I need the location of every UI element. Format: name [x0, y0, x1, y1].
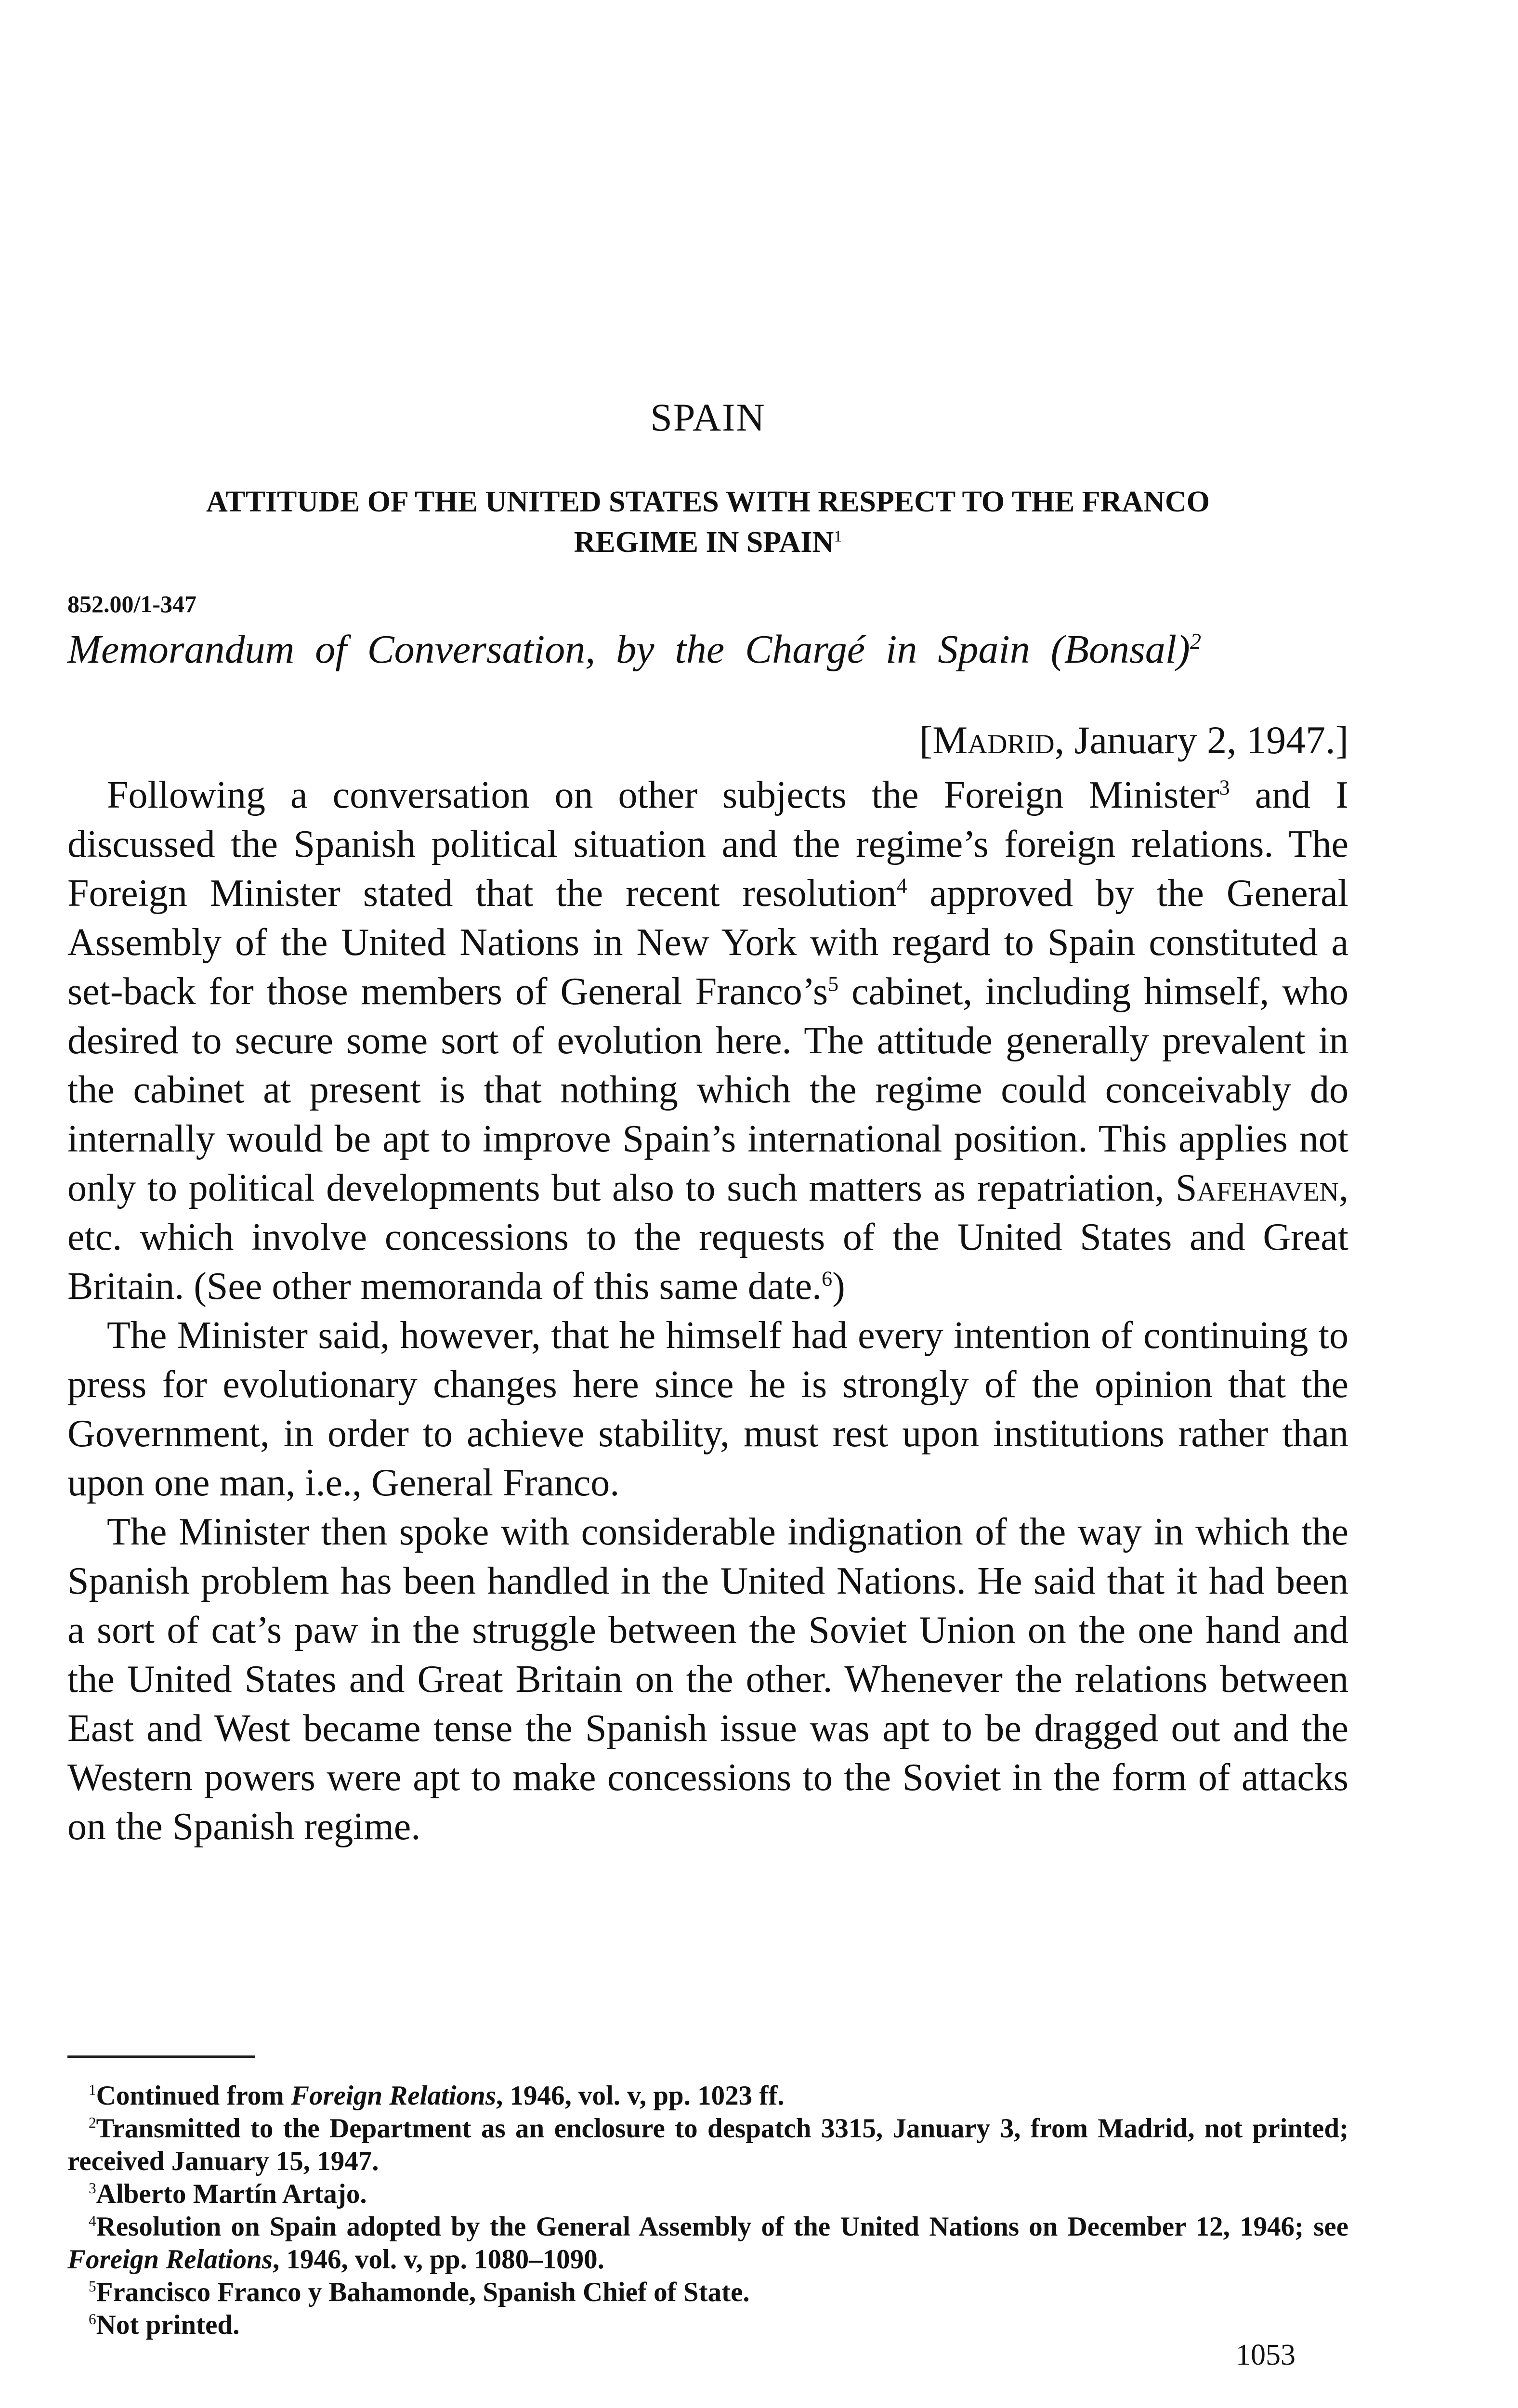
footnote-divider — [67, 2055, 255, 2058]
footnotes — [67, 2080, 1348, 2342]
section-title: SPAIN — [650, 395, 766, 439]
footnote-2-number: 2 — [89, 2114, 96, 2131]
subject-heading-line-2 — [67, 522, 1348, 563]
file-number: 852.00/1-347 — [67, 590, 197, 617]
footnote-6-number: 6 — [89, 2311, 96, 2328]
footnote-4 — [67, 2211, 1348, 2276]
footnote-ref-2: 2 — [1190, 629, 1202, 654]
paragraph-1-segment-1: Following a conversation on other subjects the Foreign Minister — [107, 774, 1219, 816]
document-title-author: (Bonsal) — [1050, 627, 1191, 672]
paragraph-1-segment-2: and I discussed the Spanish political situation and the regime’s foreign relations. The Foreign Minister stated that the recent resolution — [67, 774, 1348, 915]
footnote-ref-5: 5 — [828, 972, 839, 996]
footnote-3-number: 3 — [89, 2180, 96, 2197]
footnote-ref-6: 6 — [822, 1267, 833, 1291]
footnote-4-text-a: Resolution on Spain adopted by the General Assembly of the United Nations on December 12, 1946; see — [96, 2212, 1348, 2242]
place-date: [Madrid, January 2, 1947.] — [919, 718, 1348, 762]
footnote-ref-4: 4 — [896, 874, 907, 898]
footnote-1-number: 1 — [89, 2081, 96, 2098]
page-number: 1053 — [1236, 2339, 1296, 2371]
footnote-6 — [67, 2309, 1348, 2342]
footnote-1-text-a: Continued from — [96, 2081, 291, 2111]
safehaven-term: Safehaven — [1175, 1167, 1339, 1209]
document-title — [67, 626, 1348, 673]
footnote-3 — [67, 2178, 1348, 2211]
paragraph-3: The Minister then spoke with considerable indignation of the way in which the Spanish problem has been handled in the United Nations. He said that it had been a sort of cat’s paw in the struggle between the Soviet Union on the one hand and the United States and Great Britain on the other. Whenever the relations between East and West became tense the Spanish issue was apt to be dragged out and the Western powers were apt to make concessions to the Soviet in the form of attacks on the Spanish regime. — [67, 1511, 1348, 1848]
footnote-3-text: Alberto Martín Artajo. — [96, 2179, 367, 2209]
subject-heading-line-1: ATTITUDE OF THE UNITED STATES WITH RESPECT TO THE FRANCO — [206, 485, 1210, 518]
paragraph-1-segment-4: cabinet, including himself, who desired to secure some sort of evolution here. The attitude generally prevalent in the cabinet at present is that nothing which the regime could conceivably do internally would be apt to improve Spain’s international position. This applies not only to political developments but also to such matters as repatriation, — [67, 970, 1348, 1209]
subject-heading — [67, 482, 1348, 563]
footnote-5 — [67, 2276, 1348, 2309]
document-page — [67, 0, 1348, 2408]
paragraph-1-segment-6: ) — [832, 1265, 845, 1308]
footnote-1-text-b: , 1946, vol. v, pp. 1023 ff. — [496, 2081, 785, 2111]
footnote-6-text: Not printed. — [96, 2310, 240, 2340]
document-title-text: Memorandum of Conversation, by the Chargé in Spain — [67, 627, 1030, 672]
date: January 2, 1947. — [1074, 718, 1335, 762]
subject-heading-line-2-text: REGIME IN SPAIN — [574, 526, 834, 559]
footnote-1-citation: Foreign Relations — [291, 2081, 496, 2111]
footnote-ref-1: 1 — [834, 527, 842, 546]
paragraph-1-segment-5: , etc. which involve concessions to the requests of the United States and Great Britain. (See other memoranda of this same date. — [67, 1167, 1348, 1308]
memorandum-body — [67, 771, 1348, 1851]
footnote-4-number: 4 — [89, 2212, 96, 2229]
footnote-2-text: Transmitted to the Department as an enclosure to despatch 3315, January 3, from Madrid, not printed; received January 15, 1947. — [67, 2113, 1348, 2176]
footnote-2 — [67, 2112, 1348, 2178]
place: Madrid, — [932, 718, 1065, 762]
footnote-5-number: 5 — [89, 2278, 96, 2295]
paragraph-1-segment-3: approved by the General Assembly of the United Nations in New York with regard to Spain constituted a set-back for those members of General Franco’s — [67, 872, 1349, 1013]
footnote-5-text: Francisco Franco y Bahamonde, Spanish Chief of State. — [96, 2277, 750, 2307]
footnote-4-text-b: , 1946, vol. v, pp. 1080–1090. — [273, 2244, 604, 2275]
footnote-4-citation: Foreign Relations — [67, 2244, 273, 2275]
footnote-1 — [67, 2080, 1348, 2112]
footnote-ref-3: 3 — [1219, 775, 1230, 799]
paragraph-2: The Minister said, however, that he himself had every intention of continuing to press for evolutionary changes here since he is strongly of the opinion that the Government, in order to achieve stability, must rest upon institutions rather than upon one man, i.e., General Franco. — [67, 1314, 1348, 1504]
paragraph-1 — [67, 771, 1348, 1311]
